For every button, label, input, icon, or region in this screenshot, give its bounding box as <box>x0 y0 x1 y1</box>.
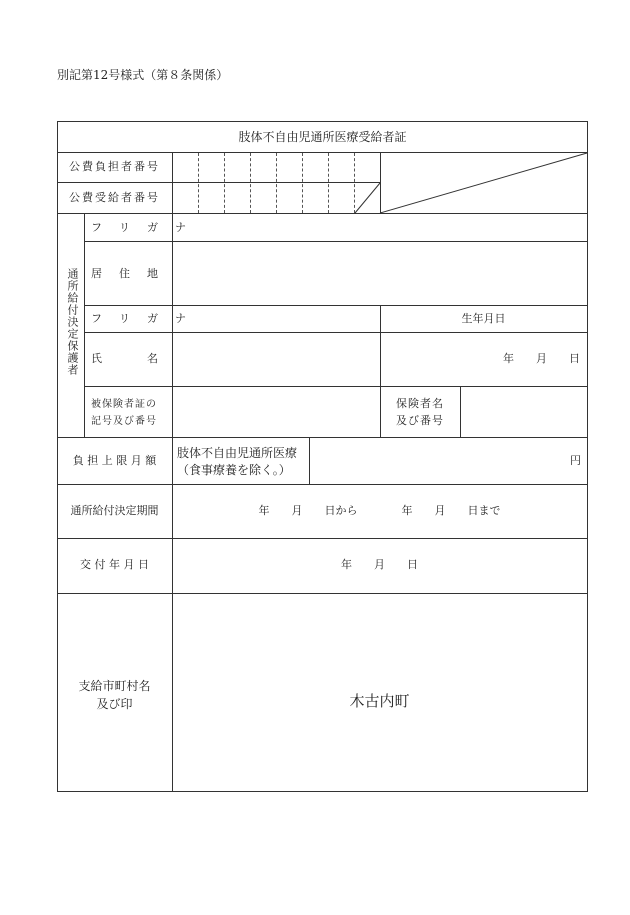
insurer-label: 保険者名 及び番号 <box>396 397 444 427</box>
frame-top <box>57 121 588 122</box>
digit-sep <box>250 153 251 213</box>
rule-furigana <box>84 241 588 242</box>
recipient-number-label: 公費受給者番号 <box>69 191 160 204</box>
digit-sep <box>302 153 303 213</box>
furigana2-label: フ リ ガ ナ <box>91 312 189 325</box>
municipality-label: 支給市町村名 及び印 <box>78 679 151 711</box>
frame-bottom <box>57 791 588 792</box>
limit-unit: 円 <box>570 454 581 467</box>
rule-recipient <box>57 213 588 214</box>
issue-label: 交 付 年 月 日 <box>80 558 149 571</box>
rule-payer <box>57 182 380 183</box>
digit-sep <box>198 153 199 213</box>
rule-name <box>84 386 588 387</box>
digit-sep <box>354 153 355 213</box>
rule-limit <box>57 484 588 485</box>
payer-number-label: 公費負担者番号 <box>69 160 160 173</box>
col-number-end <box>380 152 381 214</box>
rule-guardian-end <box>57 437 588 438</box>
digit-sep <box>276 153 277 213</box>
rule-furigana2 <box>84 332 588 333</box>
name-label: 氏 名 <box>91 352 161 365</box>
municipality-value: 木古内町 <box>349 692 410 710</box>
limit-category: 肢体不自由児通所医療 （食事療養を除く。） <box>177 446 298 477</box>
rule-address <box>84 305 588 306</box>
digit-sep <box>328 153 329 213</box>
rule-period <box>57 538 588 539</box>
address-label: 居 住 地 <box>91 267 161 280</box>
limit-label: 負 担 上 限 月 額 <box>72 454 157 467</box>
rule-title <box>57 152 588 153</box>
dob-value: 年 月 日 <box>503 352 580 365</box>
rule-issue <box>57 593 588 594</box>
digit-sep <box>224 153 225 213</box>
col-group-divider <box>84 213 85 437</box>
period-label: 通所給付決定期間 <box>70 504 159 517</box>
frame-right <box>587 121 588 792</box>
dob-header: 生年月日 <box>461 312 506 325</box>
col-insurer-divider <box>460 386 461 437</box>
furigana-label: フ リ ガ ナ <box>91 221 189 234</box>
form-id: 別記第12号様式（第８条関係） <box>57 68 229 82</box>
insurance-card-label: 被保険者証の 記号及び番号 <box>91 399 157 427</box>
form-title: 肢体不自由児通所医療受給者証 <box>238 130 407 144</box>
issue-value: 年 月 日 <box>341 558 418 571</box>
period-value: 年 月 日から 年 月 日まで <box>258 504 501 517</box>
guardian-group-label: 通所給付決定保護者 <box>66 268 79 376</box>
col-limit-divider <box>309 437 310 484</box>
